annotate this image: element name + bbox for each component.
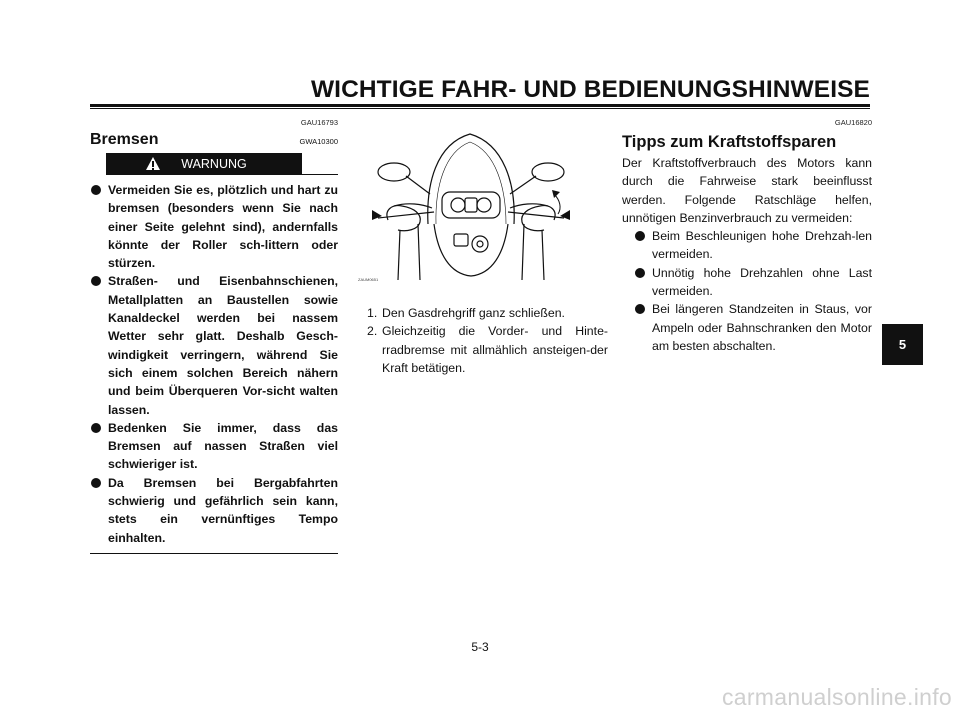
warning-end-rule <box>90 553 338 554</box>
section-title-brakes: Bremsen <box>90 131 159 148</box>
warning-rule <box>302 174 338 175</box>
bullet-icon <box>91 423 101 433</box>
list-item: Straßen- und Eisenbahnschienen, Metallplatten an Baustellen sowie Kanaldeckel werden bei nassem Wetter sehr glatt. Deshalb Gesch-windigkeit verringern, während Sie sich einem solchen Bereich nähern und beim Überqueren Vor-sicht walten lassen. <box>90 272 338 418</box>
watermark: carmanualsonline.info <box>721 684 952 710</box>
header-rule-thick <box>90 104 870 107</box>
bullet-icon <box>91 276 101 286</box>
bullet-icon <box>635 231 645 241</box>
list-item: 2. Gleichzeitig die Vorder- und Hinte-rradbremse mit allmählich ansteigen-der Kraft betätigen. <box>367 324 608 375</box>
braking-steps-column <box>358 118 608 377</box>
fuel-saving-intro: Der Kraftstoffverbrauch des Motors kann durch die Fahrweise stark beeinflusst werden. Folgende Ratschläge helfen, unnötigen Benzinverbrauch zu vermeiden: <box>622 156 872 225</box>
handlebar-drawing <box>358 124 588 280</box>
warning-label: WARNUNG <box>181 157 247 171</box>
list-item: Beim Beschleunigen hohe Drehzah-len vermeiden. <box>634 227 872 264</box>
fuel-saving-tips <box>634 227 872 355</box>
braking-steps <box>358 304 608 377</box>
section-title-fuel-saving: Tipps zum Kraftstoffsparen <box>622 133 837 151</box>
bullet-icon <box>91 478 101 488</box>
handlebar-illustration <box>358 124 588 280</box>
chapter-tab: 5 <box>882 324 923 365</box>
section-code: GAU16793 <box>300 118 338 127</box>
figure-code: ZAUM0651 <box>358 277 379 282</box>
warning-badge <box>106 153 302 175</box>
list-item: Bedenken Sie immer, dass das Bremsen auf nassen Straßen viel schwieriger ist. <box>90 419 338 474</box>
page-number: 5-3 <box>471 640 489 654</box>
fuel-saving-column <box>622 118 872 355</box>
warning-list <box>90 181 338 547</box>
header-rule-thin <box>90 108 870 109</box>
bullet-icon <box>635 268 645 278</box>
list-item: 1. Den Gasdrehgriff ganz schließen. <box>367 306 565 320</box>
list-item: Unnötig hohe Drehzahlen ohne Last vermeiden. <box>634 264 872 301</box>
brakes-column <box>90 118 338 554</box>
page-header-title: WICHTIGE FAHR- UND BEDIENUNGSHINWEISE <box>310 76 870 103</box>
bullet-icon <box>635 304 645 314</box>
list-item: Da Bremsen bei Bergabfahrten schwierig und gefährlich sein kann, stets ein vernünftiges Tempo einhalten. <box>90 474 338 547</box>
list-item: Vermeiden Sie es, plötzlich und hart zu bremsen (besonders wenn Sie nach einer Seite gelehnt sind), andernfalls könnte der Roller sch-littern oder stürzen. <box>90 181 338 272</box>
list-item: Bei längeren Standzeiten in Staus, vor Ampeln oder Bahnschranken den Motor am besten abschalten. <box>634 300 872 355</box>
section-code: GAU16820 <box>834 118 872 127</box>
bullet-icon <box>91 185 101 195</box>
warning-code: GWA10300 <box>299 137 338 146</box>
